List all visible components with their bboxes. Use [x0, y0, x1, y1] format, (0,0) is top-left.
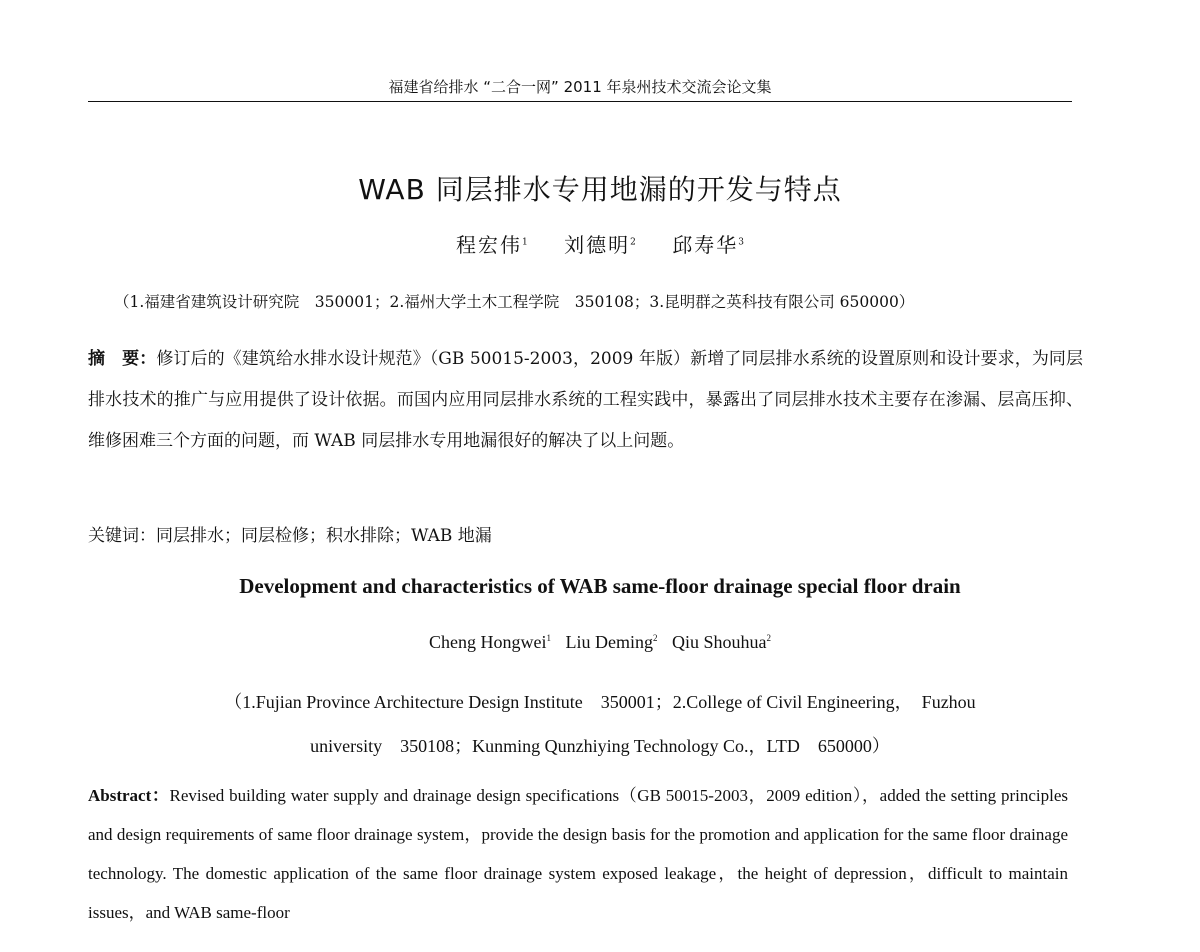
- running-header: 福建省给排水 “二合一网” 2011 年泉州技术交流会论文集: [388, 78, 772, 96]
- affiliations-en-line1: （1.Fujian Province Architecture Design Institute 350001；2.College of Civil Engineering， Fuzhou: [224, 692, 976, 712]
- abstract-cn: [88, 339, 1083, 462]
- author-name: 邱寿华: [672, 233, 739, 257]
- author-name: Qiu Shouhua: [671, 632, 767, 652]
- keywords-cn-label: 关键词：: [88, 526, 156, 546]
- author-affil-mark: 3: [738, 237, 744, 248]
- authors-en: [0, 632, 1200, 653]
- keywords-cn: [88, 521, 1083, 546]
- author-affil-mark: 1: [546, 633, 551, 643]
- author-affil-mark: 2: [766, 633, 771, 643]
- affiliations-cn: （1.福建省建筑设计研究院 350001；2.福州大学土木工程学院 350108；3.昆明群之英科技有限公司 650000）: [114, 293, 915, 311]
- keywords-cn-text: 同层排水；同层检修；积水排除；WAB 地漏: [156, 526, 492, 546]
- abstract-en-label: Abstract：: [88, 786, 170, 805]
- abstract-en: [88, 776, 1068, 932]
- author-en-3: [672, 632, 771, 652]
- paper-title-en: Development and characteristics of WAB same-floor drainage special floor drain: [239, 574, 961, 598]
- paper-title-cn: WAB 同层排水专用地漏的开发与特点: [358, 173, 842, 206]
- authors-cn: [0, 229, 1200, 258]
- abstract-cn-text: 修订后的《建筑给水排水设计规范》（GB 50015-2003，2009 年版）新增了同层排水系统的设置原则和设计要求，为同层排水技术的推广与应用提供了设计依据。而国内应用同层排水系统的工程实践中，暴露出了同层排水技术主要存在渗漏、层高压抑、维修困难三个方面的问题，而 WAB 同层排水专用地漏很好的解决了以上问题。: [88, 349, 1083, 451]
- author-name: 程宏伟: [456, 233, 523, 257]
- author-en-1: [429, 632, 551, 652]
- author-name: 刘德明: [564, 233, 631, 257]
- author-cn-3: [672, 233, 744, 257]
- author-cn-1: [456, 233, 528, 257]
- author-affil-mark: 1: [522, 237, 528, 248]
- author-name: Liu Deming: [565, 632, 653, 652]
- author-affil-mark: 2: [630, 237, 636, 248]
- author-name: Cheng Hongwei: [429, 632, 547, 652]
- author-en-2: [565, 632, 657, 652]
- affiliations-en: [100, 680, 1100, 768]
- header-rule: [88, 101, 1072, 102]
- abstract-en-text: Revised building water supply and drainage design specifications（GB 50015-2003，2009 edition），added the setting principles and design requirements of same floor drainage system，provide the design basis for the promotion and application for the same floor drainage technology. The domestic application of the same floor drainage system exposed leakage，the height of depression，difficult to maintain issues，and WAB same-floor: [88, 786, 1068, 922]
- author-cn-2: [564, 233, 636, 257]
- abstract-cn-label: 摘 要：: [88, 349, 157, 369]
- author-affil-mark: 2: [652, 633, 658, 643]
- affiliations-en-line2: university 350108；Kunming Qunzhiying Technology Co.，LTD 650000）: [310, 736, 890, 756]
